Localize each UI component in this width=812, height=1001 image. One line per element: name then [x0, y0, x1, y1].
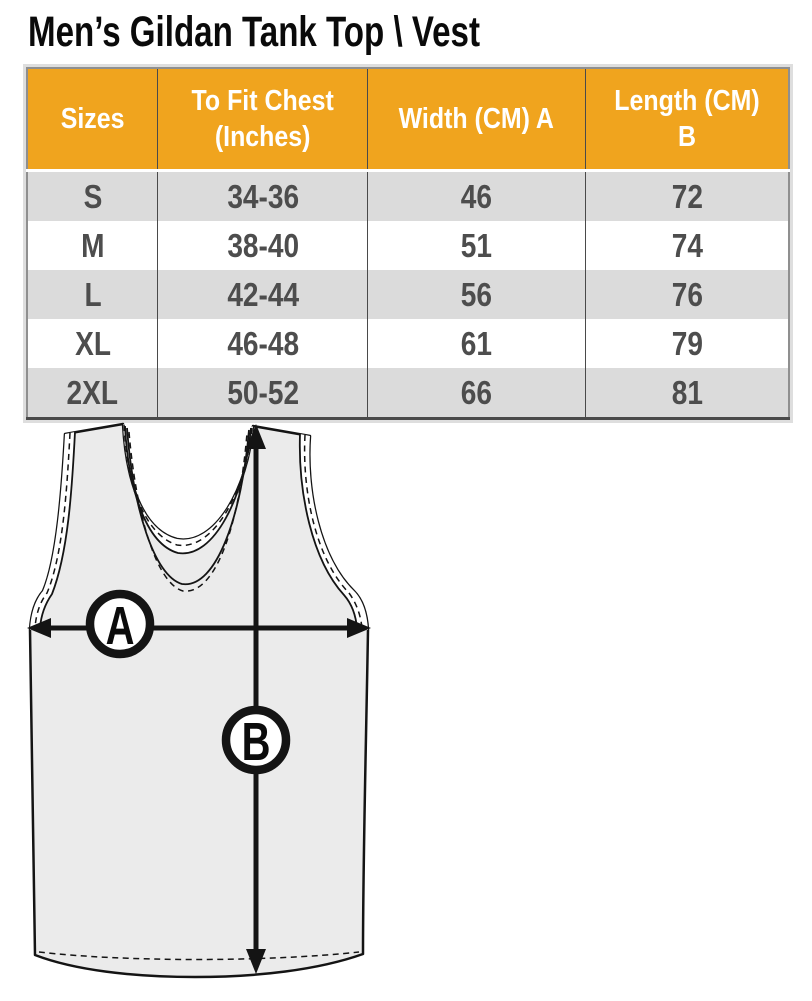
length-label	[226, 710, 286, 773]
header-label: Sizes	[60, 102, 125, 135]
cell-value: 74	[671, 226, 703, 264]
table-row	[27, 221, 789, 270]
table-cell	[158, 319, 368, 368]
width-label	[90, 594, 150, 657]
column-header-sizes	[27, 68, 158, 171]
size-table	[26, 67, 790, 420]
table-cell	[158, 171, 368, 222]
cell-value: 50-52	[226, 373, 299, 411]
table-cell	[586, 221, 789, 270]
table-cell	[586, 368, 789, 419]
header-label: Width (CM) A	[399, 102, 555, 135]
size-table-container	[26, 67, 790, 420]
table-cell	[368, 270, 586, 319]
table-cell	[158, 221, 368, 270]
cell-value: S	[83, 177, 102, 215]
table-row	[27, 319, 789, 368]
cell-value: 51	[461, 226, 493, 264]
table-cell	[158, 270, 368, 319]
table-cell	[586, 319, 789, 368]
table-cell	[368, 171, 586, 222]
cell-value: 76	[671, 275, 703, 313]
size-table-header	[27, 68, 789, 171]
length-label-text: B	[241, 712, 271, 773]
cell-value: 38-40	[226, 226, 299, 264]
cell-value: M	[80, 226, 105, 264]
cell-value: 42-44	[226, 275, 299, 313]
cell-value: 81	[671, 373, 703, 411]
header-label: Length (CM)	[614, 84, 760, 117]
table-cell	[27, 171, 158, 222]
cell-value: 46-48	[226, 324, 299, 362]
size-table-body	[27, 171, 789, 419]
column-header-chest	[158, 68, 368, 171]
cell-value: 72	[671, 177, 703, 215]
table-cell	[158, 368, 368, 419]
cell-value: 61	[461, 324, 493, 362]
cell-value: 66	[461, 373, 493, 411]
table-row	[27, 171, 789, 222]
cell-value: 2XL	[66, 373, 119, 411]
table-cell	[27, 221, 158, 270]
table-cell	[586, 270, 789, 319]
cell-value: 34-36	[226, 177, 299, 215]
header-label: To Fit Chest	[191, 84, 334, 117]
column-header-length	[586, 68, 789, 171]
page-title	[28, 8, 615, 57]
cell-value: L	[84, 275, 102, 313]
cell-value: 79	[671, 324, 703, 362]
cell-value: XL	[74, 324, 111, 362]
table-cell	[368, 368, 586, 419]
header-label: (Inches)	[215, 121, 311, 153]
table-row	[27, 270, 789, 319]
column-header-width	[368, 68, 586, 171]
cell-value: 46	[461, 177, 493, 215]
header-row	[27, 68, 789, 171]
page-title-text: Men’s Gildan Tank Top \ Vest	[28, 8, 480, 56]
cell-value: 56	[461, 275, 493, 313]
table-cell	[586, 171, 789, 222]
table-cell	[368, 319, 586, 368]
table-cell	[27, 368, 158, 419]
width-label-text: A	[105, 596, 135, 657]
tank-top-outline	[30, 424, 368, 977]
table-cell	[27, 319, 158, 368]
measurement-diagram	[26, 418, 396, 996]
table-cell	[27, 270, 158, 319]
tank-top-icon	[26, 418, 396, 996]
header-label: B	[677, 121, 697, 153]
table-cell	[368, 221, 586, 270]
table-row	[27, 368, 789, 419]
